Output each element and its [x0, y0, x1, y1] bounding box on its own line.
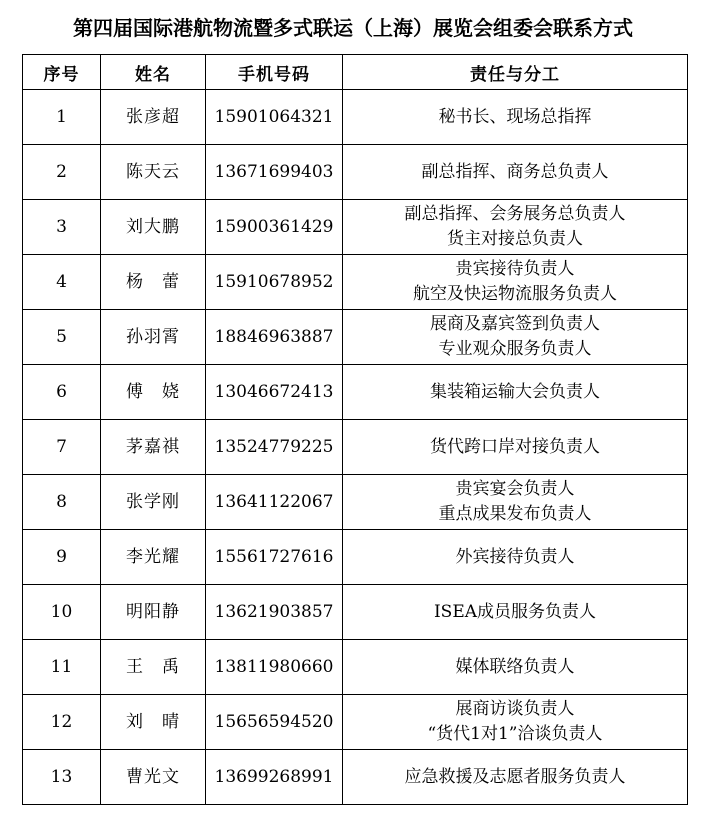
duty-line: 货主对接总负责人	[447, 229, 583, 249]
duty-line: 重点成果发布负责人	[438, 504, 592, 524]
header-phone: 手机号码	[206, 55, 343, 90]
cell-duty	[343, 420, 688, 475]
cell-index: 1	[23, 90, 101, 145]
page-title: 第四届国际港航物流暨多式联运（上海）展览会组委会联系方式	[73, 16, 633, 40]
cell-phone: 15900361429	[206, 200, 343, 255]
cell-name: 傅 娆	[101, 365, 206, 420]
cell-phone: 15910678952	[206, 255, 343, 310]
cell-duty	[343, 585, 688, 640]
cell-name: 李光耀	[101, 530, 206, 585]
table-body	[23, 90, 688, 805]
table-row	[23, 310, 688, 365]
contact-table	[22, 54, 688, 805]
cell-name: 曹光文	[101, 750, 206, 805]
cell-name: 刘 晴	[101, 695, 206, 750]
table-row	[23, 200, 688, 255]
cell-phone: 13671699403	[206, 145, 343, 200]
cell-index: 11	[23, 640, 101, 695]
cell-name: 陈天云	[101, 145, 206, 200]
cell-name: 刘大鹏	[101, 200, 206, 255]
cell-name: 孙羽霄	[101, 310, 206, 365]
duty-line: 媒体联络负责人	[455, 656, 575, 677]
cell-phone: 13811980660	[206, 640, 343, 695]
cell-index: 7	[23, 420, 101, 475]
cell-index: 8	[23, 475, 101, 530]
duty-line: 展商及嘉宾签到负责人	[430, 314, 600, 334]
duty-line: 展商访谈负责人	[455, 699, 575, 719]
cell-duty	[343, 530, 688, 585]
table-row	[23, 90, 688, 145]
table-row	[23, 585, 688, 640]
cell-index: 13	[23, 750, 101, 805]
cell-phone: 13621903857	[206, 585, 343, 640]
header-index: 序号	[23, 55, 101, 90]
duty-line: 贵宾接待负责人	[455, 259, 575, 279]
cell-duty	[343, 640, 688, 695]
cell-duty	[343, 750, 688, 805]
cell-index: 10	[23, 585, 101, 640]
table-row	[23, 475, 688, 530]
table-row	[23, 365, 688, 420]
duty-line: 副总指挥、会务展务总负责人	[404, 204, 626, 224]
table-row	[23, 145, 688, 200]
cell-name: 明阳静	[101, 585, 206, 640]
cell-index: 3	[23, 200, 101, 255]
table-row	[23, 255, 688, 310]
cell-name: 杨 蕾	[101, 255, 206, 310]
cell-phone: 15561727616	[206, 530, 343, 585]
cell-duty	[343, 200, 688, 255]
duty-line: 外宾接待负责人	[455, 546, 575, 567]
cell-phone: 13699268991	[206, 750, 343, 805]
cell-name: 张学刚	[101, 475, 206, 530]
duty-line: 货代跨口岸对接负责人	[430, 436, 600, 457]
cell-duty	[343, 365, 688, 420]
cell-duty	[343, 475, 688, 530]
cell-index: 6	[23, 365, 101, 420]
cell-name: 茅嘉祺	[101, 420, 206, 475]
duty-line: 应急救援及志愿者服务负责人	[404, 766, 626, 787]
cell-phone: 13641122067	[206, 475, 343, 530]
cell-index: 2	[23, 145, 101, 200]
cell-duty	[343, 695, 688, 750]
cell-duty	[343, 255, 688, 310]
table-row	[23, 420, 688, 475]
table-row	[23, 750, 688, 805]
cell-phone: 13524779225	[206, 420, 343, 475]
duty-line: 航空及快运物流服务负责人	[413, 284, 617, 304]
cell-duty	[343, 145, 688, 200]
duty-line: 贵宾宴会负责人	[455, 479, 575, 499]
cell-phone: 15901064321	[206, 90, 343, 145]
cell-phone: 13046672413	[206, 365, 343, 420]
duty-line: 集装箱运输大会负责人	[430, 381, 600, 402]
table-row	[23, 640, 688, 695]
cell-duty	[343, 90, 688, 145]
cell-duty	[343, 310, 688, 365]
cell-index: 9	[23, 530, 101, 585]
duty-line: “货代1对1”洽谈负责人	[427, 724, 603, 744]
cell-index: 12	[23, 695, 101, 750]
cell-index: 4	[23, 255, 101, 310]
table-header-row	[23, 55, 688, 90]
duty-line: 专业观众服务负责人	[438, 339, 592, 359]
header-duty: 责任与分工	[343, 55, 688, 90]
cell-name: 张彦超	[101, 90, 206, 145]
duty-line: ISEA成员服务负责人	[433, 601, 597, 622]
duty-line: 副总指挥、商务总负责人	[421, 161, 609, 182]
table-row	[23, 530, 688, 585]
header-name: 姓名	[101, 55, 206, 90]
duty-line: 秘书长、现场总指挥	[438, 106, 592, 127]
cell-phone: 18846963887	[206, 310, 343, 365]
cell-phone: 15656594520	[206, 695, 343, 750]
cell-index: 5	[23, 310, 101, 365]
table-row	[23, 695, 688, 750]
cell-name: 王 禹	[101, 640, 206, 695]
